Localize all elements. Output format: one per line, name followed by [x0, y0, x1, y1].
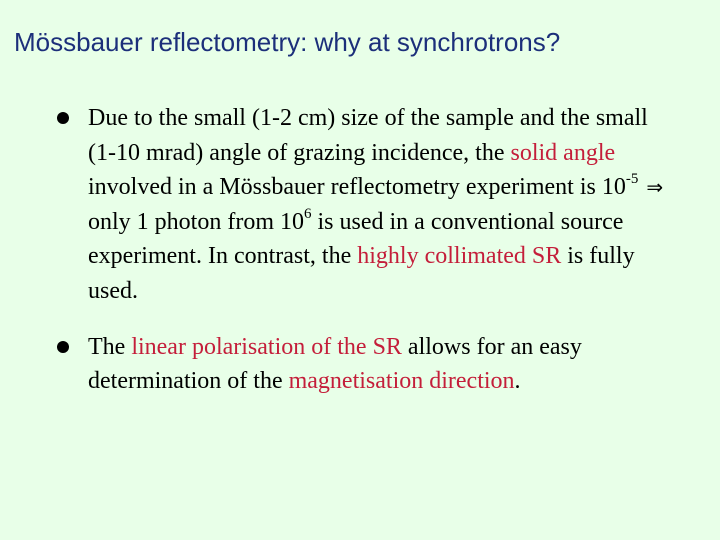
bullet-text: is fully used. — [88, 243, 635, 304]
bullet-item-synchrotron-solid-angle — [56, 101, 676, 309]
highlight-collimated-sr: highly collimated SR — [357, 243, 562, 270]
slide-title: Mössbauer reflectometry: why at synchrotrons? — [14, 27, 561, 57]
bullet-item-polarisation — [56, 330, 676, 399]
highlight-magnetisation-direction: magnetisation direction — [288, 368, 515, 395]
bullet-dot-icon — [57, 112, 69, 124]
exponent-six: 6 — [304, 205, 312, 222]
bullet-text: Due to the small (1-2 cm) size of the sample and the small (1-10 mrad) angle of grazing incidence, the — [88, 105, 648, 166]
exponent-minus-five: -5 — [625, 171, 639, 188]
highlight-solid-angle: solid angle — [510, 139, 616, 166]
bullet-text: only 1 photon from 10 — [88, 208, 304, 235]
bullet-text: allows for an easy determination of the — [88, 333, 582, 395]
bullet-dot-icon — [57, 341, 69, 353]
bullet-text: involved in a Mössbauer reflectometry experiment is 10 — [88, 174, 626, 201]
bullet-text: . — [514, 368, 521, 395]
implies-arrow-icon: ⇒ — [646, 175, 664, 200]
bullet-text: The — [88, 333, 132, 360]
highlight-linear-polarisation: linear polarisation of the SR — [131, 333, 402, 360]
bullet-text: is used in a conventional source experiment. In contrast, the — [88, 208, 624, 270]
bullet-list — [56, 101, 676, 399]
